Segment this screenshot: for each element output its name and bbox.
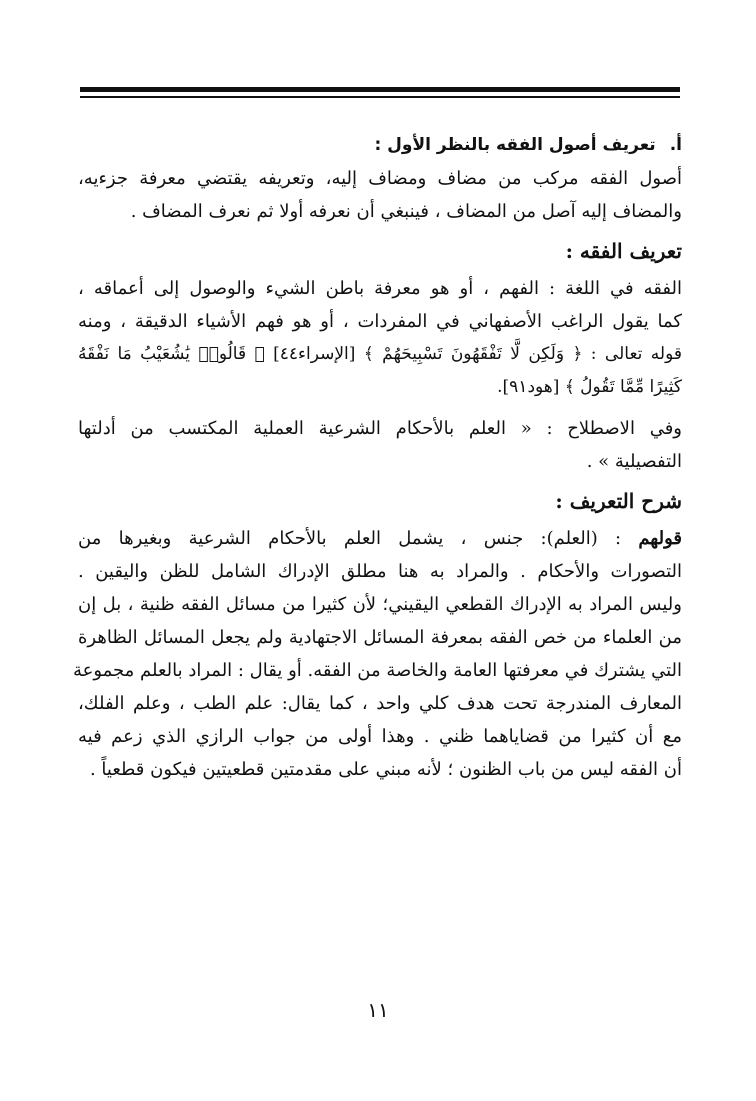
heading-text: تعريف أصول الفقه بالنظر الأول : xyxy=(374,135,656,155)
paragraph-line: مع أن كثيرا من قضاياهما ظني . وهذا أولى من جواب الرازي الذي زعم فيه xyxy=(78,726,682,747)
paragraph-line xyxy=(78,522,682,555)
quran-verse-line: كَثِيرًا مِّمَّا تَقُولُ ﴾ [هود٩١]. xyxy=(497,377,682,397)
paragraph-line: وفي الاصطلاح : « العلم بالأحكام الشرعية العملية المكتسب من أدلتها xyxy=(78,418,682,439)
paragraph-line: التصورات والأحكام . والمراد به هنا مطلق الإدراك الشامل للظن واليقين . xyxy=(78,561,682,582)
paragraph-line: وليس المراد به الإدراك القطعي اليقيني؛ لأن كثيرا من مسائل الفقه ظنية ، بل إن xyxy=(78,594,682,615)
section-title-explanation: شرح التعريف : xyxy=(555,489,682,513)
paragraph-line: التي يشترك في معرفتها العامة والخاصة من الفقه. أو يقال : المراد بالعلم مجموعة xyxy=(72,660,682,681)
explanation-paragraph xyxy=(72,522,682,786)
bold-term: قولهم xyxy=(638,528,682,549)
section-heading-a xyxy=(78,128,682,162)
header-rule-thin xyxy=(80,96,680,98)
technical-definition-paragraph xyxy=(78,412,682,478)
linguistic-definition-paragraph xyxy=(78,272,682,404)
paragraph-line: التفصيلية » . xyxy=(586,451,682,472)
intro-line: والمضاف إليه آصل من المضاف ، فينبغي أن نعرفه أولا ثم نعرف المضاف . xyxy=(130,201,682,222)
quran-verse-line: قوله تعالى : ﴿ وَلَكِن لَّا تَفْقَهُونَ تَسْبِيحَهُمْ ﴾ [الإسراء٤٤] ﴿ قَالُوا۟ يَٰشُعَيْبُ مَا نَفْقَهُ xyxy=(78,344,682,364)
intro-line: أصول الفقه مركب من مضاف ومضاف إليه، وتعريفه يقتضي معرفة جزءيه، xyxy=(78,168,682,189)
paragraph-line: المعارف المندرجة تحت هدف كلي واحد ، كما يقال: علم الطب ، وعلم الفلك، xyxy=(78,693,682,714)
line-text: : (العلم): جنس ، يشمل العلم بالأحكام الشرعية وبغيرها من xyxy=(78,528,639,549)
paragraph-line: الفقه في اللغة : الفهم ، أو هو معرفة باطن الشيء والوصول إلى أعماقه ، xyxy=(78,278,682,299)
heading-letter: أ. xyxy=(669,135,682,155)
header-rule-thick xyxy=(80,87,680,92)
page-content xyxy=(72,128,682,786)
page-number: ١١ xyxy=(367,998,389,1022)
intro-paragraph xyxy=(78,162,682,228)
paragraph-line: كما يقول الراغب الأصفهاني في المفردات ، أو هو فهم الأشياء الدقيقة ، ومنه xyxy=(78,311,682,332)
paragraph-line: أن الفقه ليس من باب الظنون ؛ لأنه مبني على مقدمتين قطعيتين فيكون قطعياً . xyxy=(89,759,682,780)
paragraph-line: من العلماء من خص الفقه بمعرفة المسائل الاجتهادية ولم يجعل المسائل الظاهرة xyxy=(78,627,682,648)
section-title-fiqh-definition: تعريف الفقه : xyxy=(565,239,682,263)
